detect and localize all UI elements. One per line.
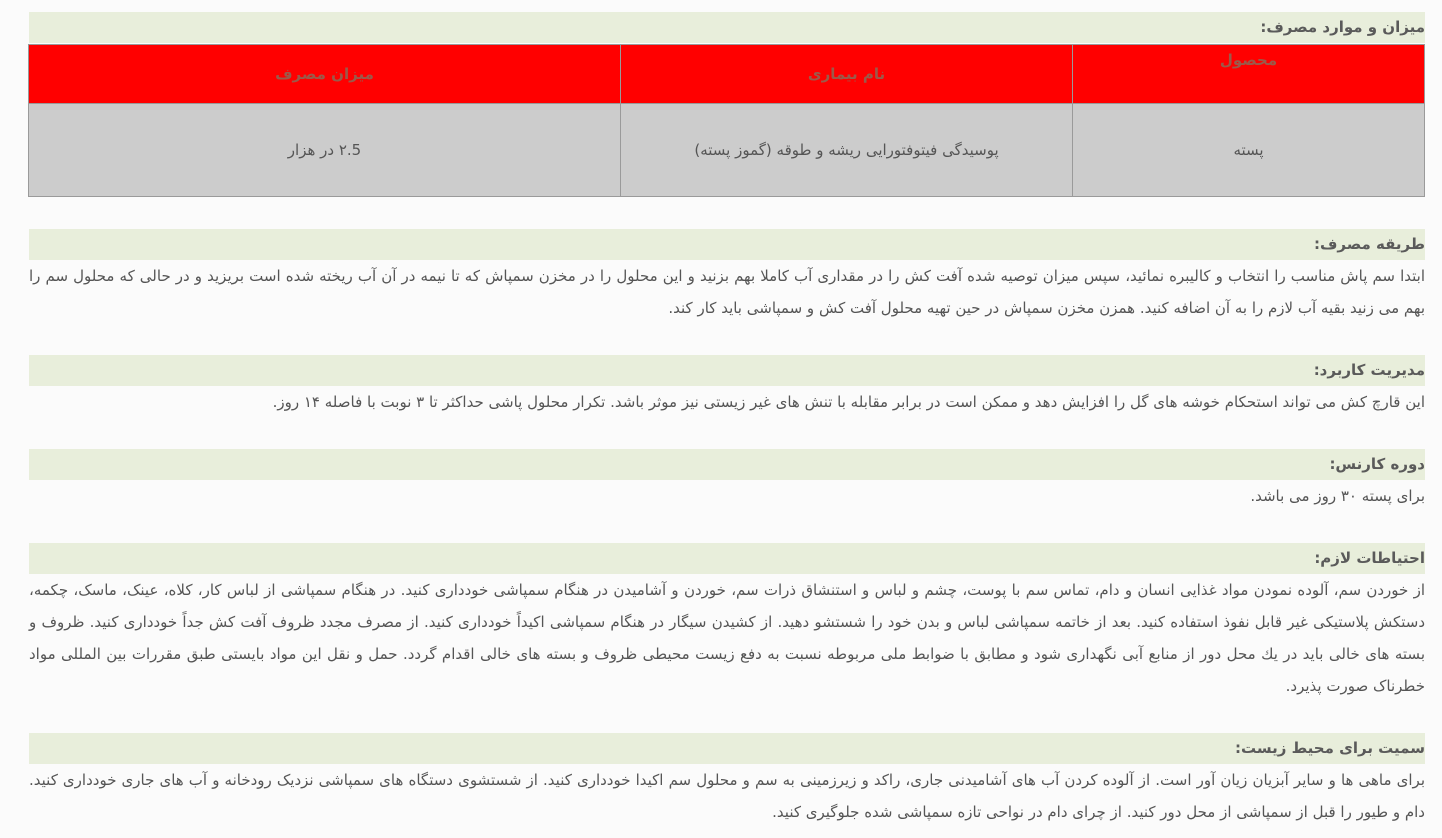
phi-section-body: برای پسته ۳۰ روز می باشد. [1250, 487, 1425, 505]
management-section-title: مدیریت کاربرد: [29, 355, 1425, 386]
toxicity-section-title: سمیت برای محیط زیست: [29, 733, 1425, 764]
usage-table [28, 44, 1425, 197]
product-info-page [29, 0, 1425, 828]
precautions-section-title: احتیاطات لازم: [29, 543, 1425, 574]
usage-table-wrapper [29, 44, 1425, 197]
header-product: محصول [1073, 45, 1425, 104]
cell-dosage: ۲.5 در هزار [29, 104, 621, 197]
toxicity-section-body: برای ماهی ها و سایر آبزیان زیان آور است. از آلوده کردن آب های آشامیدنی جاری، راکد و زیرزمینی به سم و محلول سم اکیدا خودداری کنید. از شستشوی دستگاه های سمپاشی نزدیک رودخانه و آب های جاری خودداری کنید. دام و طیور را قبل از سمپاشی از محل دور کنید. از چرای دام در نواحی تازه سمپاشی شده جلوگیری کنید. [29, 771, 1425, 821]
management-section-body: این قارچ کش می تواند استحکام خوشه های گل را افزایش دهد و ممکن است در برابر مقابله با تنش های غیر زیستی نیز موثر باشد. تکرار محلول پاشی حداکثر تا ۳ نوبت با فاصله ۱۴ روز. [272, 393, 1425, 411]
header-dosage: میزان مصرف [29, 45, 621, 104]
phi-section-title: دوره کارنس: [29, 449, 1425, 480]
header-disease: نام بیماری [621, 45, 1073, 104]
method-section-title: طریقه مصرف: [29, 229, 1425, 260]
method-section-body: ابتدا سم پاش مناسب را انتخاب و کالیبره نمائید، سپس میزان توصیه شده آفت کش را در مقداری آب کاملا بهم بزنید و این محلول را در مخزن سمپاش که تا نیمه در آن آب ریخته شده است بریزید و در حالی که محلول سم را بهم می زنید بقیه آب لازم را به آن اضافه کنید. همزن مخزن سمپاش در حین تهیه محلول آفت کش و سمپاشی باید کار کند. [29, 267, 1425, 317]
table-row [29, 104, 1425, 197]
usage-section-title: میزان و موارد مصرف: [29, 12, 1425, 43]
cell-disease: پوسیدگی فیتوفتورایی ریشه و طوقه (گموز پسته) [621, 104, 1073, 197]
usage-table-header-row [29, 45, 1425, 104]
precautions-section-body: از خوردن سم، آلوده نمودن مواد غذایی انسان و دام، تماس سم با پوست، چشم و لباس و استنشاق ذرات سم، خوردن و آشامیدن در هنگام سمپاشی خودداری کنید. در هنگام سمپاشی از لباس کار، کلاه، عینک، ماسک، چکمه، دستکش پلاستیکی غیر قابل نفوذ استفاده کنید. بعد از خاتمه سمپاشی لباس و بدن خود را شستشو دهید. از کشیدن سیگار در هنگام سمپاشی اکیداً خودداری کنید. از مصرف مجدد ظروف آفت کش جداً خودداری کنید. ظروف و بسته های خالی باید در یك محل دور از منابع آبی نگهداری شود و مطابق با ضوابط ملی مربوطه نسبت به دفع زیست محیطی ظروف و بسته های خالی اقدام گردد. حمل و نقل این مواد بایستی طبق مقررات بین المللی مواد خطرناک صورت پذیرد. [29, 581, 1425, 695]
cell-product: پسته [1073, 104, 1425, 197]
